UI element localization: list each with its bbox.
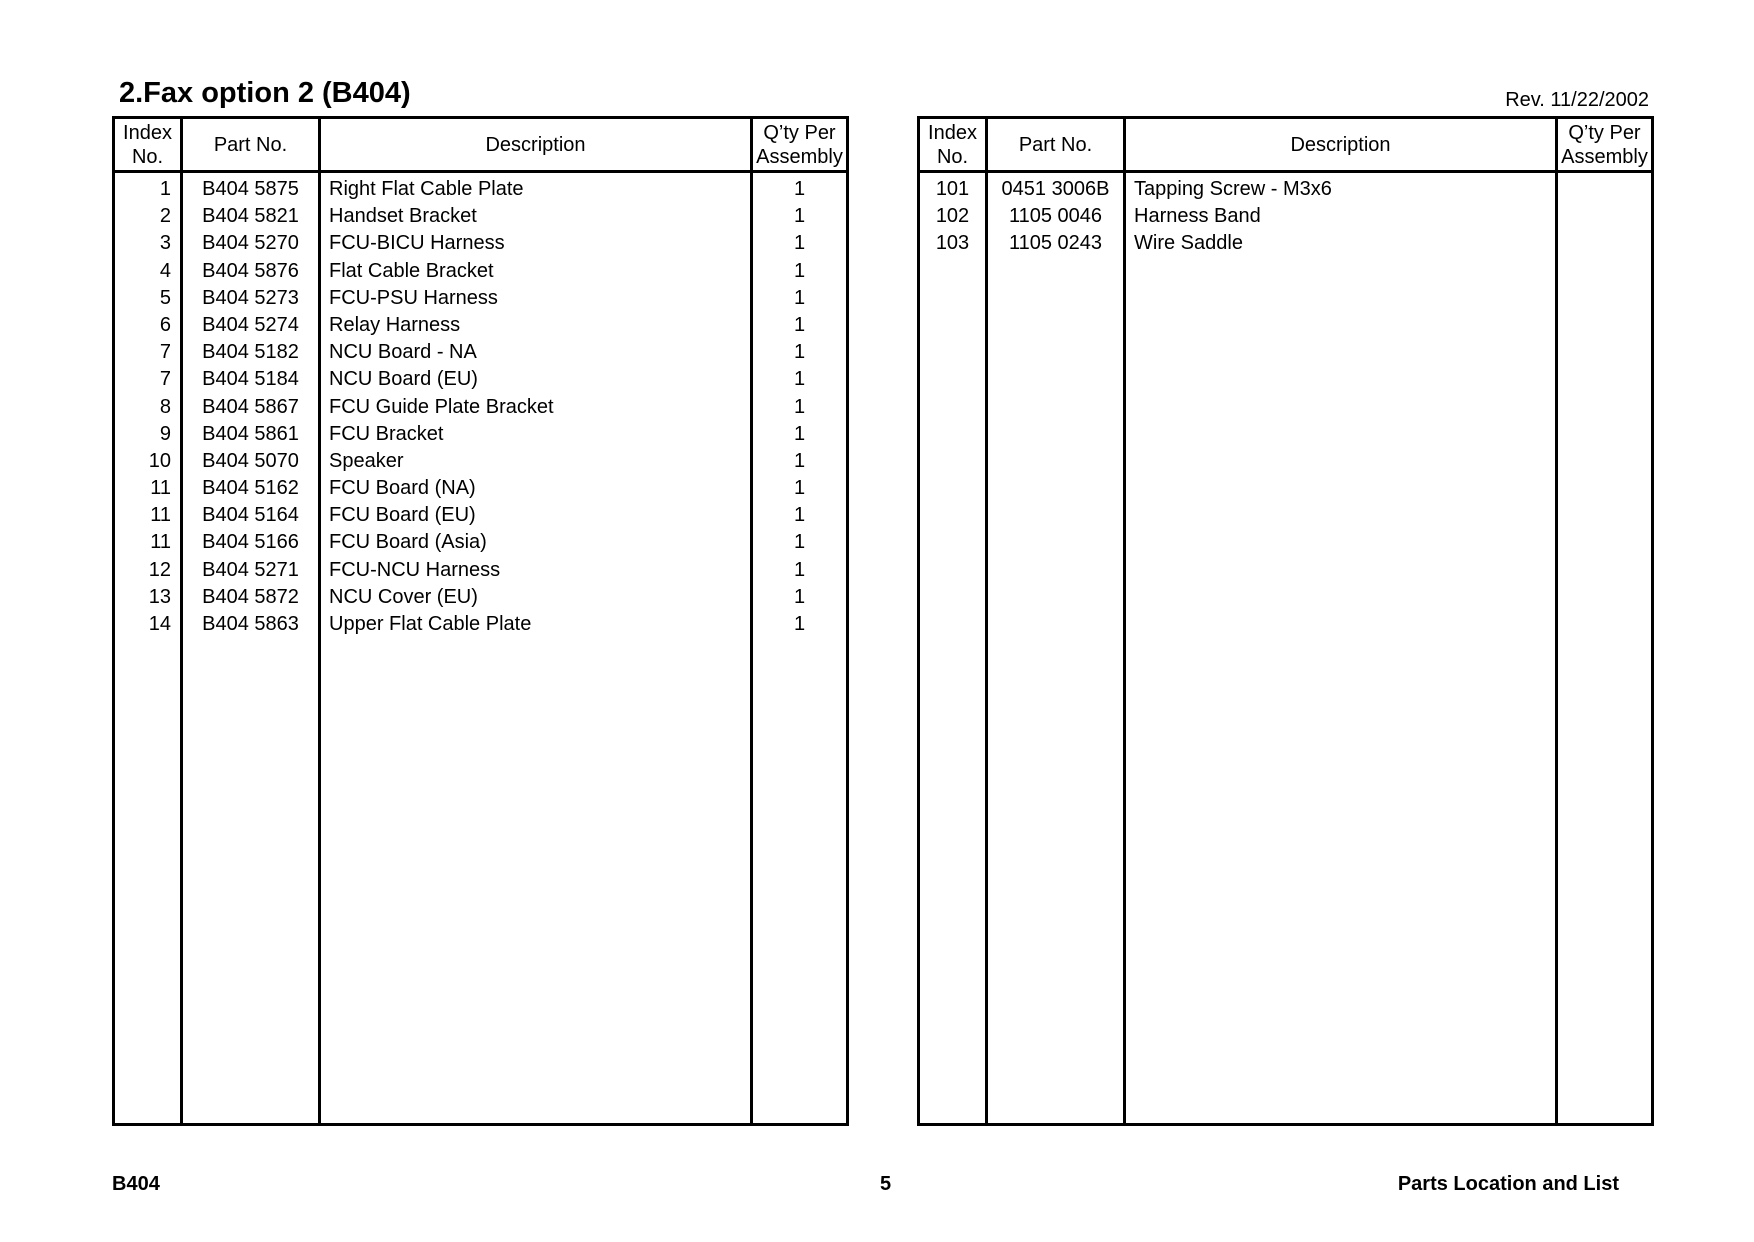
cell-qty: 1 <box>793 178 806 200</box>
cell-description: FCU Bracket <box>329 422 444 445</box>
cell-description: FCU Board (EU) <box>329 504 476 527</box>
column-header-index: Index No. <box>928 121 977 168</box>
cell-part-no: 0451 3006B <box>1001 178 1110 200</box>
table-row <box>115 529 846 556</box>
page-title: 2.Fax option 2 (B404) <box>119 77 411 109</box>
cell-part-no: B404 5184 <box>202 368 299 391</box>
cell-index: 6 <box>159 313 171 336</box>
cell-part-no: B404 5863 <box>202 613 299 635</box>
cell-qty: 1 <box>793 422 806 445</box>
cell-index: 11 <box>150 531 171 554</box>
cell-index: 102 <box>935 205 970 228</box>
table-row <box>115 339 846 366</box>
table-row <box>115 230 846 257</box>
footer-section: Parts Location and List <box>1397 1173 1619 1195</box>
cell-qty: 1 <box>793 259 806 282</box>
cell-index: 5 <box>159 286 171 309</box>
column-divider <box>1555 119 1558 1123</box>
cell-part-no: B404 5166 <box>202 531 299 554</box>
table-row <box>115 285 846 312</box>
cell-part-no: B404 5162 <box>202 477 299 500</box>
cell-qty: 1 <box>793 531 806 554</box>
parts-table-right <box>917 116 1654 1126</box>
cell-qty: 1 <box>793 504 806 527</box>
cell-qty: 1 <box>793 395 806 418</box>
table-row <box>115 312 846 339</box>
cell-description: Wire Saddle <box>1134 232 1243 255</box>
cell-part-no: 1105 0046 <box>1008 205 1103 228</box>
table-row <box>115 502 846 529</box>
cell-qty: 1 <box>793 613 806 635</box>
footer-page-number: 5 <box>880 1173 892 1195</box>
cell-index: 13 <box>148 585 171 608</box>
table-row <box>920 203 1651 230</box>
cell-description: FCU-NCU Harness <box>329 558 501 581</box>
column-header-qty: Q’ty Per Assembly <box>756 121 843 168</box>
cell-part-no: B404 5182 <box>202 341 299 364</box>
table-row <box>115 203 846 230</box>
column-header-part-no: Part No. <box>1018 133 1093 156</box>
cell-index: 1 <box>159 178 171 200</box>
cell-part-no: 1105 0243 <box>1008 232 1103 255</box>
cell-qty: 1 <box>793 232 806 255</box>
header-rule <box>115 170 846 173</box>
cell-description: Speaker <box>329 449 404 472</box>
cell-description: Right Flat Cable Plate <box>329 178 524 200</box>
cell-description: NCU Cover (EU) <box>329 585 478 608</box>
table-row <box>115 258 846 285</box>
table-row <box>115 475 846 502</box>
cell-qty: 1 <box>793 449 806 472</box>
header-rule <box>920 170 1651 173</box>
cell-description: Upper Flat Cable Plate <box>329 613 532 635</box>
column-divider <box>1123 119 1126 1123</box>
cell-description: FCU Board (Asia) <box>329 531 487 554</box>
cell-part-no: B404 5070 <box>202 449 299 472</box>
cell-description: Handset Bracket <box>329 205 477 228</box>
cell-index: 12 <box>148 558 171 581</box>
column-header-description: Description <box>485 133 586 156</box>
cell-part-no: B404 5273 <box>202 286 299 309</box>
cell-description: FCU Board (NA) <box>329 477 476 500</box>
table-rows <box>115 176 846 638</box>
cell-index: 2 <box>159 205 171 228</box>
cell-part-no: B404 5164 <box>202 504 299 527</box>
cell-part-no: B404 5876 <box>202 259 299 282</box>
cell-qty: 1 <box>793 286 806 309</box>
column-header-part-no: Part No. <box>213 133 288 156</box>
cell-description: Harness Band <box>1134 205 1261 228</box>
cell-qty: 1 <box>793 205 806 228</box>
footer-model: B404 <box>112 1173 160 1195</box>
cell-description: FCU Guide Plate Bracket <box>329 395 554 418</box>
cell-part-no: B404 5274 <box>202 313 299 336</box>
cell-description: NCU Board (EU) <box>329 368 478 391</box>
cell-description: FCU-BICU Harness <box>329 232 505 255</box>
column-header-qty: Q’ty Per Assembly <box>1561 121 1648 168</box>
cell-index: 7 <box>159 341 171 364</box>
cell-part-no: B404 5872 <box>202 585 299 608</box>
parts-table-left <box>112 116 849 1126</box>
cell-index: 10 <box>148 449 171 472</box>
cell-description: Flat Cable Bracket <box>329 259 494 282</box>
table-row <box>115 176 846 203</box>
table-row <box>115 584 846 611</box>
cell-qty: 1 <box>793 341 806 364</box>
cell-part-no: B404 5861 <box>202 422 299 445</box>
table-row <box>115 611 846 638</box>
cell-description: NCU Board - NA <box>329 341 477 364</box>
table-row <box>115 557 846 584</box>
cell-qty: 1 <box>793 477 806 500</box>
table-row <box>115 366 846 393</box>
cell-part-no: B404 5875 <box>202 178 299 200</box>
cell-index: 8 <box>159 395 171 418</box>
table-rows <box>920 176 1651 258</box>
cell-index: 3 <box>159 232 171 255</box>
cell-index: 11 <box>150 504 171 527</box>
column-header-index: Index No. <box>123 121 172 168</box>
cell-qty: 1 <box>793 558 806 581</box>
cell-description: Tapping Screw - M3x6 <box>1134 178 1332 200</box>
column-header-description: Description <box>1290 133 1391 156</box>
table-row <box>115 394 846 421</box>
cell-qty: 1 <box>793 313 806 336</box>
column-divider <box>985 119 988 1123</box>
cell-qty: 1 <box>793 585 806 608</box>
cell-index: 14 <box>148 613 171 635</box>
cell-part-no: B404 5271 <box>202 558 299 581</box>
cell-qty: 1 <box>793 368 806 391</box>
cell-index: 11 <box>150 477 171 500</box>
cell-index: 7 <box>159 368 171 391</box>
cell-description: FCU-PSU Harness <box>329 286 498 309</box>
cell-part-no: B404 5821 <box>202 205 299 228</box>
cell-description: Relay Harness <box>329 313 461 336</box>
table-row <box>920 230 1651 257</box>
cell-part-no: B404 5867 <box>202 395 299 418</box>
table-row <box>115 421 846 448</box>
table-row <box>115 448 846 475</box>
cell-index: 4 <box>159 259 171 282</box>
table-row <box>920 176 1651 203</box>
cell-part-no: B404 5270 <box>202 232 299 255</box>
cell-index: 9 <box>159 422 171 445</box>
cell-index: 101 <box>935 178 970 200</box>
cell-index: 103 <box>935 232 970 255</box>
revision-date: Rev. 11/22/2002 <box>1505 89 1649 111</box>
